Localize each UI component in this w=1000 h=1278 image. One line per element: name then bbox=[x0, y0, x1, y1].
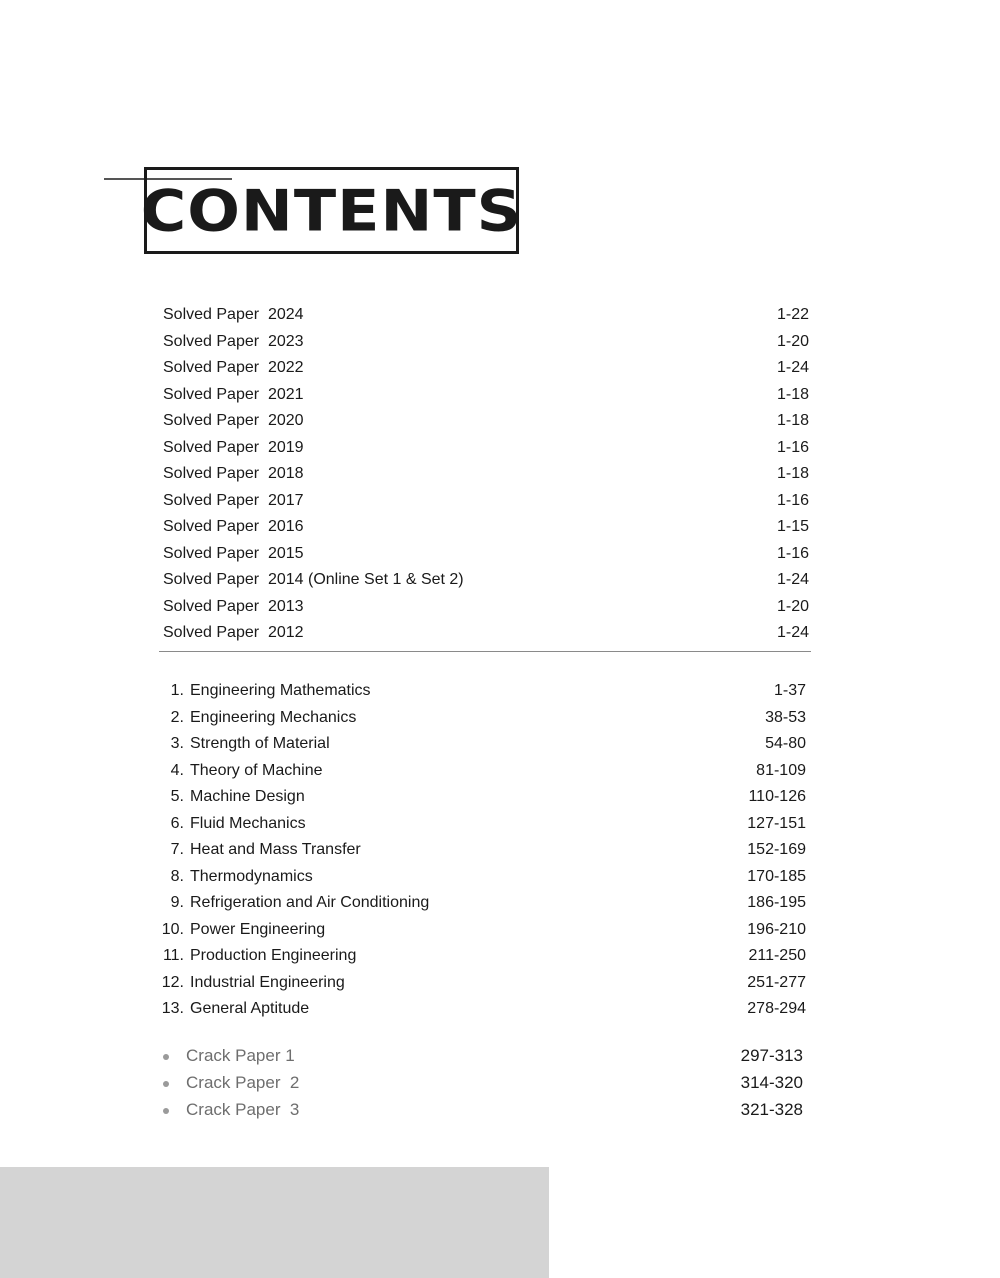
toc-number: 5. bbox=[170, 788, 184, 805]
toc-label: Solved Paper 2023 bbox=[163, 332, 304, 350]
toc-number: 3. bbox=[170, 735, 184, 752]
toc-pages: 211-250 bbox=[748, 947, 806, 964]
toc-number: 4. bbox=[170, 761, 184, 779]
toc-pages: 1-37 bbox=[773, 682, 806, 699]
toc-label: General Aptitude bbox=[190, 1000, 310, 1017]
toc-pages: 1-24 bbox=[776, 624, 809, 641]
toc-label: Machine Design bbox=[190, 788, 305, 805]
toc-number: 2. bbox=[170, 708, 184, 726]
toc-row bbox=[0, 1070, 1000, 1096]
toc-pages: 170-185 bbox=[747, 867, 806, 885]
toc-row bbox=[0, 329, 1000, 355]
page-title: CONTENTS bbox=[140, 176, 523, 244]
toc-pages: 278-294 bbox=[747, 1000, 806, 1017]
toc-row bbox=[0, 837, 1000, 863]
toc-pages: 38-53 bbox=[765, 708, 806, 726]
toc-row bbox=[0, 594, 1000, 620]
toc-row bbox=[0, 1097, 1000, 1123]
toc-row bbox=[0, 784, 1000, 810]
toc-number: 8. bbox=[170, 867, 184, 885]
toc-row bbox=[0, 488, 1000, 514]
toc-label: Solved Paper 2016 bbox=[163, 518, 304, 535]
toc-label: Theory of Machine bbox=[190, 761, 323, 779]
toc-label: Solved Paper 2012 bbox=[163, 624, 304, 641]
toc-row bbox=[0, 435, 1000, 461]
toc-label: Solved Paper 2013 bbox=[163, 597, 304, 615]
toc-pages: 1-16 bbox=[776, 491, 809, 509]
toc-label: Solved Paper 2014 (Online Set 1 & Set 2) bbox=[163, 571, 464, 588]
toc-label: Crack Paper 1 bbox=[186, 1046, 295, 1065]
toc-pages: 81-109 bbox=[756, 761, 806, 779]
toc-label: Solved Paper 2021 bbox=[163, 385, 304, 403]
bullet-icon bbox=[163, 1108, 169, 1114]
toc-label: Solved Paper 2017 bbox=[163, 491, 304, 509]
toc-row bbox=[0, 970, 1000, 996]
toc-number: 1. bbox=[170, 682, 184, 699]
toc-label: Solved Paper 2018 bbox=[163, 465, 304, 482]
toc-pages: 110-126 bbox=[748, 788, 806, 805]
toc-pages: 1-16 bbox=[776, 544, 809, 562]
toc-label: Solved Paper 2019 bbox=[163, 438, 304, 456]
toc-row bbox=[0, 864, 1000, 890]
toc-row bbox=[0, 678, 1000, 704]
toc-label: Solved Paper 2024 bbox=[163, 306, 304, 323]
toc-label: Fluid Mechanics bbox=[190, 814, 306, 832]
toc-label: Heat and Mass Transfer bbox=[190, 841, 361, 858]
toc-pages: 1-16 bbox=[776, 438, 809, 456]
toc-row bbox=[0, 408, 1000, 434]
toc-row bbox=[0, 382, 1000, 408]
footer-gray-block bbox=[0, 1167, 549, 1278]
toc-pages: 1-20 bbox=[776, 597, 809, 615]
toc-label: Engineering Mechanics bbox=[190, 708, 357, 726]
toc-pages: 152-169 bbox=[747, 841, 806, 858]
toc-pages: 54-80 bbox=[765, 735, 806, 752]
section-divider bbox=[159, 651, 811, 652]
toc-pages: 1-15 bbox=[776, 518, 809, 535]
toc-pages: 314-320 bbox=[740, 1073, 803, 1092]
toc-label: Crack Paper 3 bbox=[186, 1100, 300, 1119]
toc-label: Crack Paper 2 bbox=[186, 1073, 300, 1092]
toc-number: 13. bbox=[161, 1000, 184, 1017]
toc-row bbox=[0, 1043, 1000, 1069]
toc-row bbox=[0, 996, 1000, 1022]
toc-row bbox=[0, 541, 1000, 567]
toc-label: Production Engineering bbox=[190, 947, 357, 964]
toc-label: Refrigeration and Air Conditioning bbox=[190, 894, 430, 911]
toc-row bbox=[0, 620, 1000, 646]
toc-label: Thermodynamics bbox=[190, 867, 313, 885]
toc-pages: 1-24 bbox=[776, 571, 809, 588]
title-box bbox=[140, 167, 523, 254]
toc-number: 10. bbox=[161, 920, 184, 938]
bullet-icon bbox=[163, 1054, 169, 1060]
toc-number: 7. bbox=[170, 841, 184, 858]
toc-number: 9. bbox=[170, 894, 184, 911]
toc-pages: 1-18 bbox=[776, 385, 809, 403]
toc-row bbox=[0, 811, 1000, 837]
toc-row bbox=[0, 355, 1000, 381]
toc-row bbox=[0, 758, 1000, 784]
toc-pages: 1-22 bbox=[776, 306, 809, 323]
toc-pages: 1-24 bbox=[776, 359, 809, 376]
toc-pages: 1-20 bbox=[776, 332, 809, 350]
toc-label: Engineering Mathematics bbox=[190, 682, 371, 699]
toc-label: Power Engineering bbox=[190, 920, 326, 938]
toc-number: 11. bbox=[162, 947, 184, 964]
toc-row bbox=[0, 514, 1000, 540]
toc-number: 12. bbox=[161, 973, 184, 991]
toc-row bbox=[0, 890, 1000, 916]
toc-label: Industrial Engineering bbox=[190, 973, 345, 991]
toc-pages: 186-195 bbox=[747, 894, 806, 911]
toc-pages: 1-18 bbox=[776, 412, 809, 429]
toc-label: Solved Paper 2015 bbox=[163, 544, 304, 562]
toc-pages: 297-313 bbox=[740, 1046, 803, 1065]
toc-pages: 321-328 bbox=[740, 1100, 803, 1119]
toc-row bbox=[0, 943, 1000, 969]
toc-number: 6. bbox=[170, 814, 184, 832]
toc-label: Strength of Material bbox=[190, 735, 330, 752]
toc-row bbox=[0, 302, 1000, 328]
toc-pages: 251-277 bbox=[747, 973, 806, 991]
toc-pages: 1-18 bbox=[776, 465, 809, 482]
toc-label: Solved Paper 2020 bbox=[163, 412, 304, 429]
toc-row bbox=[0, 731, 1000, 757]
toc-label: Solved Paper 2022 bbox=[163, 359, 304, 376]
toc-row bbox=[0, 917, 1000, 943]
toc-row bbox=[0, 461, 1000, 487]
bullet-icon bbox=[163, 1081, 169, 1087]
toc-row bbox=[0, 567, 1000, 593]
toc-row bbox=[0, 705, 1000, 731]
toc-pages: 196-210 bbox=[747, 920, 806, 938]
toc-pages: 127-151 bbox=[747, 814, 806, 832]
